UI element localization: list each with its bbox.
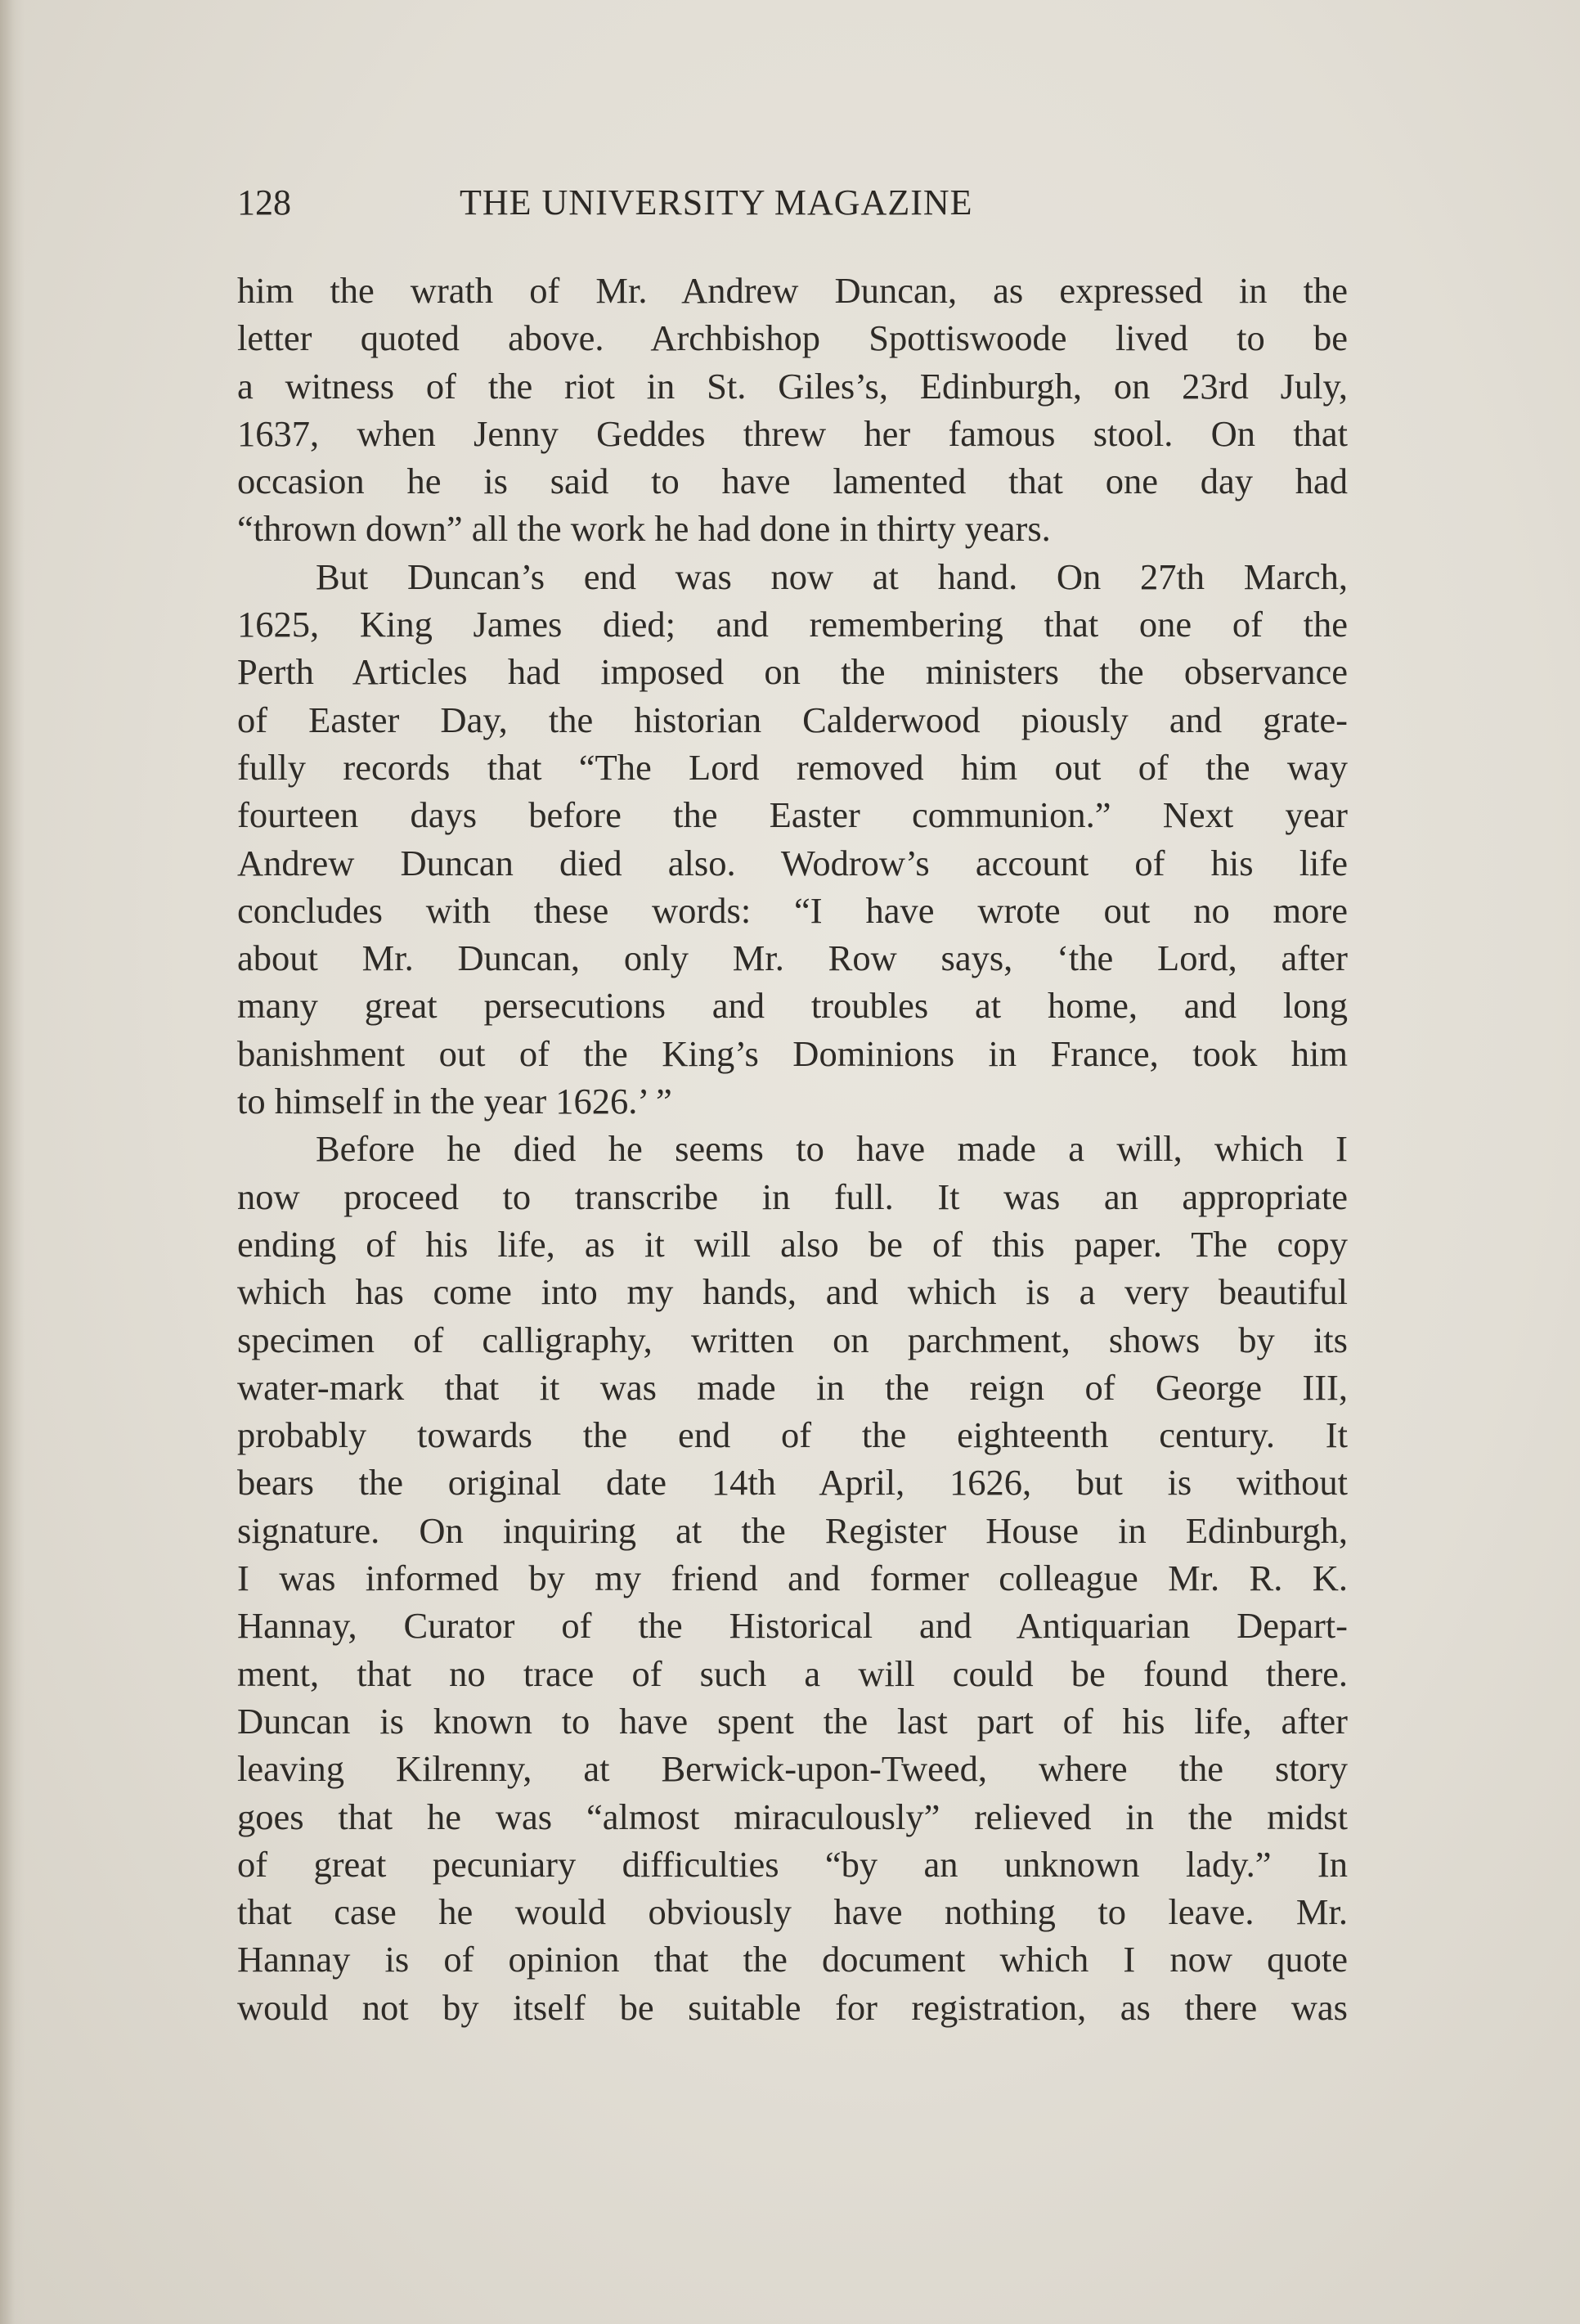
- text-line: bears the original date 14th April, 1626, but is without: [237, 1462, 1348, 1504]
- text-line: ending of his life, as it will also be of this paper. The copy: [237, 1223, 1348, 1265]
- text-line: “thrown down” all the work he had done in thirty years.: [237, 508, 1051, 550]
- text-line: about Mr. Duncan, only Mr. Row says, ‘the Lord, after: [237, 937, 1348, 979]
- text-line: Andrew Duncan died also. Wodrow’s account of his life: [237, 842, 1348, 883]
- text-line: that case he would obviously have nothing to leave. Mr.: [237, 1891, 1348, 1933]
- running-head: [237, 182, 1129, 239]
- binding-gutter: [0, 0, 25, 2324]
- text-line: fully records that “The Lord removed him out of the way: [237, 746, 1348, 788]
- text-line: a witness of the riot in St. Giles’s, Edinburgh, on 23rd July,: [237, 365, 1348, 407]
- text-line: now proceed to transcribe in full. It was an appropriate: [237, 1175, 1348, 1217]
- text-line: which has come into my hands, and which is a very beautiful: [237, 1271, 1348, 1313]
- text-line: 1637, when Jenny Geddes threw her famous stool. On that: [237, 412, 1348, 454]
- text-line: I was informed by my friend and former colleague Mr. R. K.: [237, 1558, 1348, 1599]
- text-line: many great persecutions and troubles at home, and long: [237, 985, 1348, 1027]
- text-line: probably towards the end of the eighteenth century. It: [237, 1414, 1348, 1456]
- text-line: 1625, King James died; and remembering that one of the: [237, 604, 1348, 645]
- text-line: letter quoted above. Archbishop Spottiswoode lived to be: [237, 317, 1348, 359]
- paragraph-start-line: But Duncan’s end was now at hand. On 27th March,: [316, 555, 1348, 597]
- text-line: Hannay, Curator of the Historical and Antiquarian Depart-: [237, 1605, 1348, 1647]
- text-line: of great pecuniary difficulties “by an unknown lady.” In: [237, 1843, 1348, 1885]
- text-line: ment, that no trace of such a will could be found there.: [237, 1652, 1348, 1694]
- text-line: concludes with these words: “I have wrote out no more: [237, 889, 1348, 931]
- text-line: fourteen days before the Easter communion.” Next year: [237, 794, 1348, 836]
- text-line: goes that he was “almost miraculously” relieved in the midst: [237, 1796, 1348, 1837]
- text-line: banishment out of the King’s Dominions in France, took him: [237, 1032, 1348, 1074]
- paragraph-start-line: Before he died he seems to have made a will, which I: [316, 1128, 1348, 1170]
- text-line: specimen of calligraphy, written on parchment, shows by its: [237, 1319, 1348, 1360]
- text-line: occasion he is said to have lamented that one day had: [237, 461, 1348, 502]
- page-number: 128: [237, 182, 291, 223]
- text-line: to himself in the year 1626.’ ”: [237, 1081, 672, 1122]
- body-text: [237, 267, 1348, 2031]
- text-line: Duncan is known to have spent the last part of his life, after: [237, 1700, 1348, 1742]
- text-line: Hannay is of opinion that the document which I now quote: [237, 1939, 1348, 1980]
- text-line: signature. On inquiring at the Register House in Edinburgh,: [237, 1509, 1348, 1551]
- text-line: would not by itself be suitable for registration, as there was: [237, 1986, 1348, 2028]
- text-line: Perth Articles had imposed on the ministers the observance: [237, 651, 1348, 693]
- text-line: water-mark that it was made in the reign of George III,: [237, 1366, 1348, 1408]
- magazine-title: THE UNIVERSITY MAGAZINE: [460, 182, 973, 223]
- text-line: of Easter Day, the historian Calderwood piously and grate-: [237, 699, 1348, 740]
- text-line: him the wrath of Mr. Andrew Duncan, as expressed in the: [237, 270, 1348, 311]
- text-line: leaving Kilrenny, at Berwick-upon-Tweed, where the story: [237, 1748, 1348, 1790]
